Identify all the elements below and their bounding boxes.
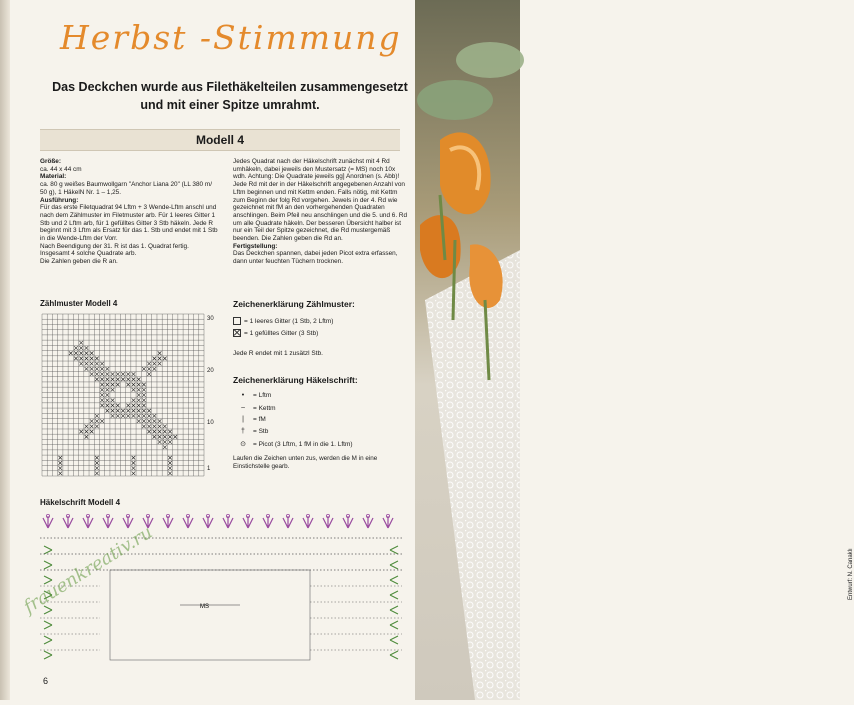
filled-mesh-cell <box>158 419 162 423</box>
intro-text <box>40 78 420 114</box>
filled-mesh-cell <box>95 367 99 371</box>
fan-motif <box>383 516 393 528</box>
ausfuehrung-text-3: Die Zahlen geben die R an. <box>40 258 118 266</box>
filled-mesh-cell <box>106 409 110 413</box>
instructions-left-column <box>40 158 220 266</box>
filled-mesh-cell <box>58 456 62 460</box>
filled-mesh-cell <box>132 388 136 392</box>
filled-mesh-cell <box>132 461 136 465</box>
fan-motif <box>63 516 73 528</box>
side-fan-right <box>390 561 398 569</box>
filled-mesh-cell <box>95 378 99 382</box>
groesse-value: ca. 44 x 44 cm <box>40 165 82 173</box>
filled-mesh-cell <box>137 414 141 418</box>
filled-mesh-cell <box>168 456 172 460</box>
fan-motif <box>343 516 353 528</box>
filled-mesh-cell <box>106 404 110 408</box>
filled-mesh-cell <box>100 383 104 387</box>
legend-filled-mesh <box>233 329 318 337</box>
filled-mesh-cell <box>111 398 115 402</box>
side-fan-left <box>44 636 52 644</box>
filled-mesh-cell <box>147 367 151 371</box>
side-fan-left <box>44 561 52 569</box>
filled-mesh-cell <box>132 409 136 413</box>
side-fan-left <box>44 651 52 659</box>
filled-mesh-cell <box>116 383 120 387</box>
filled-mesh-cell <box>121 414 125 418</box>
filled-mesh-cell <box>163 435 167 439</box>
fan-motif <box>283 516 293 528</box>
filled-mesh-cell <box>126 414 130 418</box>
filled-mesh-cell <box>100 398 104 402</box>
filled-mesh-cell <box>100 362 104 366</box>
fan-motif <box>123 516 133 528</box>
filled-mesh-cell <box>142 419 146 423</box>
filled-mesh-cell <box>95 466 99 470</box>
legend-stb <box>238 428 268 435</box>
filled-mesh-cell <box>142 393 146 397</box>
filled-mesh-cell <box>74 346 78 350</box>
filled-mesh-cell <box>121 372 125 376</box>
filled-mesh-cell <box>153 367 157 371</box>
filled-mesh-cell <box>100 393 104 397</box>
filled-mesh-cell <box>90 430 94 434</box>
filled-mesh-cell <box>137 419 141 423</box>
filled-mesh-cell <box>163 357 167 361</box>
filled-mesh-cell <box>79 351 83 355</box>
ausfuehrung-label: Ausführung: <box>40 196 79 204</box>
intro-line-1: Das Deckchen wurde aus Filethäkelteilen zusammengesetzt <box>52 80 408 94</box>
fertigstellung-label: Fertigstellung: <box>233 242 278 250</box>
filled-mesh-cell <box>116 409 120 413</box>
picot-symbol-icon: ⊙ <box>240 441 246 448</box>
single-crochet-symbol-icon: | <box>242 416 244 423</box>
filled-mesh-cell <box>90 419 94 423</box>
legend-lftm-text: = Lftm <box>253 392 272 399</box>
ms-label: MS <box>200 604 209 610</box>
filled-mesh-cell <box>147 430 151 434</box>
legend-filled-mesh-text: = 1 gefülltes Gitter (3 Stb) <box>244 329 319 337</box>
filled-mesh-cell <box>168 461 172 465</box>
row-label-30: 30 <box>207 316 214 322</box>
zeichen-haekel-note: Laufen die Zeichen unten zus, werden die M in eine Einstichstelle gearb. <box>233 455 378 470</box>
filled-mesh-cell <box>147 425 151 429</box>
filled-mesh-cell <box>95 414 99 418</box>
filled-mesh-cell <box>153 425 157 429</box>
side-fan-right <box>390 606 398 614</box>
filled-mesh-cell <box>95 461 99 465</box>
filled-mesh-cell <box>100 378 104 382</box>
filled-mesh-cell <box>85 435 89 439</box>
filled-mesh-cell <box>142 367 146 371</box>
filled-mesh-cell <box>137 388 141 392</box>
filled-mesh-cell <box>132 372 136 376</box>
fan-motif <box>203 516 213 528</box>
fertigstellung-text: Das Deckchen spannen, dabei jeden Picot extra erfassen, dann unter feuchten Tüchern trocknen. <box>233 250 398 266</box>
filled-mesh-cell <box>126 378 130 382</box>
filled-mesh-cell <box>111 404 115 408</box>
filled-mesh-cell <box>79 430 83 434</box>
filled-mesh-cell <box>111 378 115 382</box>
legend-kettm <box>238 404 276 412</box>
filled-mesh-cell <box>158 440 162 444</box>
filled-mesh-cell <box>137 383 141 387</box>
filled-mesh-cell <box>168 472 172 476</box>
filled-mesh-cell <box>158 425 162 429</box>
material-label: Material: <box>40 173 67 181</box>
filled-mesh-cell <box>153 435 157 439</box>
zaehlmuster-title: Zählmuster Modell 4 <box>40 299 118 308</box>
zeichen-haekel-title: Zeichenerklärung Häkelschrift: <box>233 375 358 385</box>
filled-mesh-cell <box>168 466 172 470</box>
filled-mesh-cell <box>106 367 110 371</box>
filled-mesh-cell <box>132 383 136 387</box>
filled-mesh-cell <box>79 362 83 366</box>
chain-symbol-icon: • <box>241 392 245 399</box>
filled-mesh-cell <box>158 357 162 361</box>
filled-mesh-cell <box>85 425 89 429</box>
filled-mesh-cell <box>132 398 136 402</box>
filled-mesh-cell <box>168 435 172 439</box>
filled-mesh-cell <box>90 367 94 371</box>
fan-motif <box>323 516 333 528</box>
filled-mesh-cell <box>90 357 94 361</box>
haekelschrift-title: Häkelschrift Modell 4 <box>40 498 121 507</box>
filled-mesh-cell <box>147 414 151 418</box>
filled-mesh-cell <box>74 351 78 355</box>
row-label-1: 1 <box>207 466 211 472</box>
filled-mesh-cell <box>153 357 157 361</box>
legend-stb-text: = Stb <box>253 428 269 435</box>
filled-mesh-cell <box>79 341 83 345</box>
filled-mesh-cell <box>137 398 141 402</box>
fan-motif <box>363 516 373 528</box>
filled-mesh-cell <box>153 414 157 418</box>
filled-mesh-cell <box>137 393 141 397</box>
filled-mesh-cell <box>126 409 130 413</box>
filled-mesh-cell <box>95 372 99 376</box>
filled-mesh-cell <box>106 393 110 397</box>
legend-kettm-text: = Kettm <box>253 404 276 412</box>
filled-mesh-cell <box>132 414 136 418</box>
filled-mesh-cell <box>158 351 162 355</box>
slip-stitch-symbol-icon: ⌢ <box>240 404 246 411</box>
haekelschrift-diagram <box>40 510 402 670</box>
filled-mesh-cell <box>142 398 146 402</box>
filled-mesh-cell <box>137 378 141 382</box>
filled-mesh-cell <box>106 398 110 402</box>
filled-mesh-cell <box>147 419 151 423</box>
empty-mesh-symbol <box>233 317 241 325</box>
filled-mesh-cell <box>90 425 94 429</box>
filled-mesh-cell <box>85 351 89 355</box>
side-fan-left <box>44 546 52 554</box>
filled-mesh-cell <box>116 372 120 376</box>
filled-mesh-cell <box>126 404 130 408</box>
row-label-10: 10 <box>207 420 214 426</box>
filled-mesh-cell <box>116 404 120 408</box>
filled-mesh-cell <box>106 388 110 392</box>
filled-mesh-cell <box>163 445 167 449</box>
filled-mesh-cell <box>158 362 162 366</box>
side-fan-right <box>390 636 398 644</box>
filled-mesh-cell <box>95 357 99 361</box>
filled-mesh-cell <box>90 372 94 376</box>
fan-motif <box>163 516 173 528</box>
filled-mesh-cell <box>85 367 89 371</box>
watermark: frauenkreativ.ru <box>20 521 157 618</box>
legend-lftm <box>238 392 271 399</box>
filled-mesh-cell <box>142 425 146 429</box>
groesse-label: Größe: <box>40 158 61 165</box>
side-fan-left <box>44 621 52 629</box>
intro-line-2: und mit einer Spitze umrahmt. <box>140 98 320 112</box>
filled-mesh-cell <box>168 430 172 434</box>
filled-mesh-cell <box>147 409 151 413</box>
ausfuehrung-text: Für das erste Filetquadrat 94 Lftm + 3 Wende-Lftm anschl und nach dem Zählmuster im Filetmuster arb. Für 1 leeres Gitter 1 Stb und 2 Lftm arb, für 1 gefülltes Gitter 3 Stb häkeln. Jede R beginnt mit 3 Lftm als Ersatz für das 1. Stb und endet mit 1 Stb in die Wende-Lftm der Vorr. <box>40 204 218 243</box>
material-text: ca. 80 g weißes Baumwollgarn "Anchor Liana 20" (LL 380 m/ 50 g), 1 HäkelN Nr. 1 – 1,25. <box>40 181 212 196</box>
filled-mesh-cell <box>147 362 151 366</box>
fan-motif <box>263 516 273 528</box>
zeichen-zaehl-note: Jede R endet mit 1 zusätzl Stb. <box>233 350 323 357</box>
filled-mesh-cell <box>85 357 89 361</box>
filled-mesh-cell <box>100 404 104 408</box>
fan-motif <box>183 516 193 528</box>
filled-mesh-cell <box>69 351 73 355</box>
row-label-20: 20 <box>207 368 214 374</box>
filled-mesh-cell <box>121 378 125 382</box>
instructions-right-column <box>233 158 408 266</box>
filled-mesh-cell <box>100 419 104 423</box>
filled-mesh-cell <box>132 456 136 460</box>
filled-mesh-cell <box>126 372 130 376</box>
filled-mesh-cell <box>106 372 110 376</box>
side-fan-right <box>390 591 398 599</box>
filled-mesh-cell <box>100 367 104 371</box>
filled-mesh-cell <box>95 362 99 366</box>
fan-motif <box>83 516 93 528</box>
filled-mesh-cell <box>58 472 62 476</box>
filled-mesh-cell <box>79 346 83 350</box>
filled-mesh-cell <box>158 430 162 434</box>
filled-mesh-cell <box>132 466 136 470</box>
filled-mesh-cell <box>90 351 94 355</box>
filled-mesh-cell <box>132 404 136 408</box>
filled-mesh-cell <box>74 357 78 361</box>
filled-mesh-cell <box>132 378 136 382</box>
modell-heading: Modell 4 <box>40 129 400 151</box>
filled-mesh-cell <box>100 388 104 392</box>
filled-mesh-cell <box>106 378 110 382</box>
legend-empty-mesh <box>233 317 333 325</box>
filet-grid <box>42 314 204 476</box>
filled-mesh-cell <box>153 419 157 423</box>
rounds-text: Jedes Quadrat nach der Häkelschrift zunächst mit 4 Rd umhäkeln, dabei jeweils den Mustersatz (= MS) noch 10x wdh. Achtung: Die Quadrate jeweils gg] Anordnen (s. Abb)! Jede Rd mit der in der Häkelschrift angegebenen Anzahl von Lftm beginnen und mit Kettm enden. Falls nötig, mit Kettm zum Beginn der folg Rd vorgehen. Jewels in der 4. Rd wie gezeichnet mit fM an den vorhergehenden Quadraten anschlingen. Beim Pfeil neu anschlingen und die 5. und 6. Rd um alle Quadrate häkeln. Der besseren Übersicht halber ist nur ein Teil der Spitze gezeichnet, die Rd mustergemäß beenden. Die Zahlen geben die Rd an. <box>233 158 408 243</box>
legend-fm <box>238 416 266 423</box>
filled-mesh-cell <box>95 472 99 476</box>
side-fan-right <box>390 651 398 659</box>
filled-mesh-cell <box>153 430 157 434</box>
filled-mesh-cell <box>121 409 125 413</box>
page-number: 6 <box>43 676 49 686</box>
fan-motif <box>243 516 253 528</box>
filled-mesh-cell <box>163 425 167 429</box>
filled-mesh-cell <box>132 472 136 476</box>
filled-mesh-cell <box>137 404 141 408</box>
fan-motif <box>103 516 113 528</box>
filled-mesh-cell <box>100 372 104 376</box>
filled-mesh-cell <box>153 362 157 366</box>
calla-lily-photo-image <box>415 0 520 700</box>
zaehlmuster-row-numbers <box>207 314 223 476</box>
page-binding-shadow <box>0 0 10 700</box>
filled-mesh-cell <box>58 461 62 465</box>
side-fan-right <box>390 546 398 554</box>
filled-mesh-cell <box>106 383 110 387</box>
filled-mesh-cell <box>137 409 141 413</box>
double-crochet-symbol-icon: † <box>241 428 245 435</box>
filled-mesh-cell <box>95 419 99 423</box>
legend-picot <box>238 440 353 448</box>
filled-mesh-cell <box>111 414 115 418</box>
legend-picot-text: = Picot (3 Lftm, 1 fM in die 1. Lftm) <box>253 440 353 448</box>
filled-mesh-cell <box>142 414 146 418</box>
filled-mesh-cell <box>95 425 99 429</box>
zaehlmuster-chart <box>42 314 204 476</box>
filled-mesh-cell <box>142 409 146 413</box>
fan-motif <box>43 516 53 528</box>
legend-empty-mesh-text: = 1 leeres Gitter (1 Stb, 2 Lftm) <box>244 317 334 325</box>
photo-calla-lilies-and-doily <box>415 0 854 700</box>
filled-mesh-symbol <box>233 329 241 337</box>
filled-mesh-cell <box>126 383 130 387</box>
design-credit: Entwurf: N. Canaklı <box>848 548 854 600</box>
side-fan-right <box>390 621 398 629</box>
filled-mesh-cell <box>111 372 115 376</box>
filled-mesh-cell <box>90 362 94 366</box>
legend-fm-text: = fM <box>253 416 266 423</box>
filled-mesh-cell <box>142 383 146 387</box>
filled-mesh-cell <box>85 346 89 350</box>
filled-mesh-cell <box>58 466 62 470</box>
filled-mesh-cell <box>173 435 177 439</box>
inner-square-edge <box>110 570 310 660</box>
side-fan-right <box>390 576 398 584</box>
ausfuehrung-text-2: Nach Beendigung der 31. R ist das 1. Quadrat fertig. Insgesamt 4 solche Quadrate arb. <box>40 242 189 258</box>
filled-mesh-cell <box>116 414 120 418</box>
filled-mesh-cell <box>111 409 115 413</box>
filled-mesh-cell <box>85 430 89 434</box>
zeichen-zaehl-title: Zeichenerklärung Zählmuster: <box>233 299 355 309</box>
filled-mesh-cell <box>79 357 83 361</box>
filled-mesh-cell <box>147 372 151 376</box>
filled-mesh-cell <box>158 435 162 439</box>
filled-mesh-cell <box>111 388 115 392</box>
filled-mesh-cell <box>85 362 89 366</box>
filled-mesh-cell <box>142 388 146 392</box>
lace-edging-diagram <box>40 510 402 670</box>
filled-mesh-cell <box>168 440 172 444</box>
fan-motif <box>223 516 233 528</box>
filled-mesh-cell <box>111 383 115 387</box>
filled-mesh-cell <box>163 430 167 434</box>
page-title: Herbst -Stimmung <box>60 18 402 57</box>
filled-mesh-cell <box>116 378 120 382</box>
fan-motif <box>303 516 313 528</box>
filled-mesh-cell <box>163 440 167 444</box>
filled-mesh-cell <box>142 404 146 408</box>
filled-mesh-cell <box>95 456 99 460</box>
